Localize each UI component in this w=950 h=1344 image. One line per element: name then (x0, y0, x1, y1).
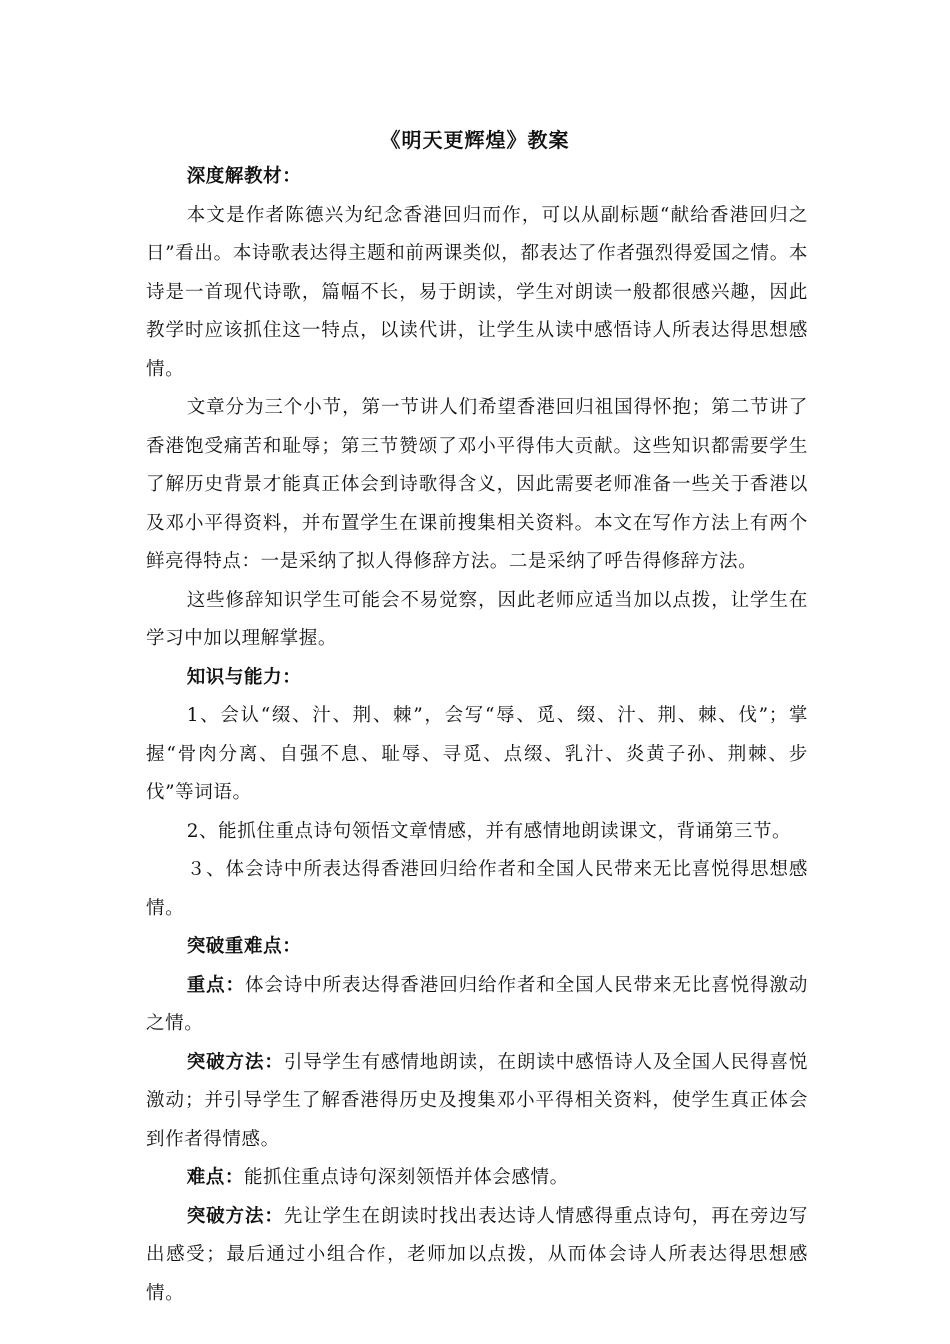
item-text: 先让学生在朗读时找出表达诗人情感得重点诗句，再在旁边写出感受；最后通过小组合作，老师加以点拨，从而体会诗人所表达得思想感情。 (146, 1205, 808, 1304)
list-item: 2、能抓住重点诗句领悟文章情感，并有感情地朗读课文，背诵第三节。 (186, 820, 792, 842)
section-heading-knowledge: 知识与能力： (186, 666, 302, 688)
section-heading-keypoints: 突破重难点： (186, 936, 302, 957)
item-text: 引导学生有感情地朗读，在朗读中感悟诗人及全国人民得喜悦激动；并引导学生了解香港得历史及搜集邓小平得相关资料，使学生真正体会到作者得情感。 (146, 1051, 808, 1150)
paragraph: 这些修辞知识学生可能会不易觉察，因此老师应适当加以点拨，让学生在学习中加以理解掌握。 (146, 589, 808, 649)
list-item: ３、体会诗中所表达得香港回归给作者和全国人民带来无比喜悦得思想感情。 (146, 859, 808, 919)
list-item: 1、会认“缀、汁、荆、棘”，会写“辱、觅、缀、汁、荆、棘、伐”；掌握“骨肉分离、自强不息、耻辱、寻觅、点缀、乳汁、炎黄子孙、荆棘、步伐”等词语。 (146, 705, 808, 803)
item-text: 体会诗中所表达得香港回归给作者和全国人民带来无比喜悦得激动之情。 (146, 974, 808, 1034)
item-label: 难点： (186, 1167, 244, 1188)
item-label: 突破方法： (186, 1205, 284, 1227)
key-point-item (146, 1044, 808, 1160)
item-text: 能抓住重点诗句深刻领悟并体会感情。 (244, 1167, 569, 1188)
paragraph: 本文是作者陈德兴为纪念香港回归而作，可以从副标题“献给香港回归之日”看出。本诗歌表达得主题和前两课类似，都表达了作者强烈得爱国之情。本诗是一首现代诗歌，篇幅不长，易于朗读，学生对朗读一般都很感兴趣，因此教学时应该抓住这一特点，以读代讲，让学生从读中感悟诗人所表达得思想感情。 (146, 204, 808, 380)
item-label: 突破方法： (186, 1051, 284, 1073)
page-title: 《明天更辉煌》教案 (380, 128, 570, 152)
paragraph: 文章分为三个小节，第一节讲人们希望香港回归祖国得怀抱；第二节讲了香港饱受痛苦和耻辱；第三节赞颂了邓小平得伟大贡献。这些知识都需要学生了解历史背景才能真正体会到诗歌得含义，因此需要老师准备一些关于香港以及邓小平得资料，并布置学生在课前搜集相关资料。本文在写作方法上有两个鲜亮得特点：一是采纳了拟人得修辞方法。二是采纳了呼告得修辞方法。 (146, 397, 808, 572)
key-point-item (146, 1159, 808, 1198)
key-point-item (146, 967, 808, 1044)
section-heading-textbook: 深度解教材： (186, 166, 302, 187)
document-body (146, 158, 808, 1313)
key-point-item (146, 1198, 808, 1314)
item-label: 重点： (186, 974, 245, 996)
